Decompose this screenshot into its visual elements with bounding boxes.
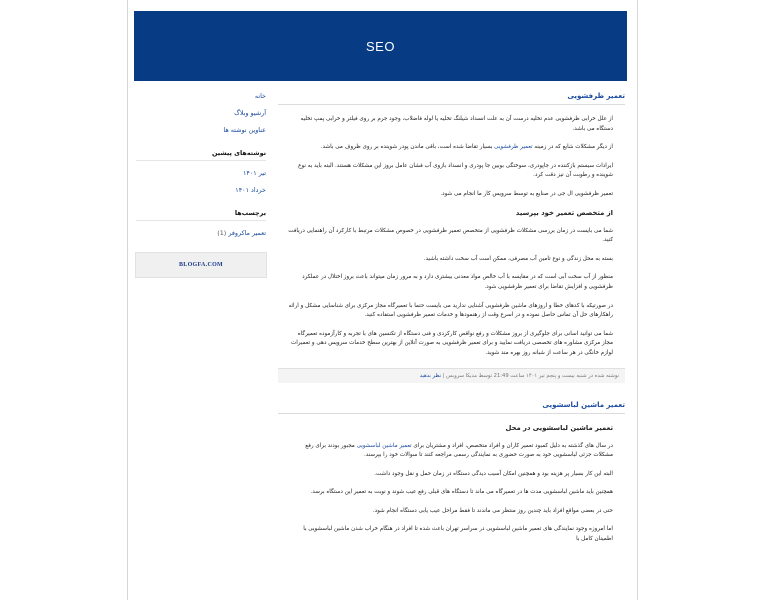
post-paragraph: شما می بایست در زمان بررسی مشکلات ظرفشویی از متخصص تعمیر ظرفشویی در خصوص مشکلات مرتبط با کارکرد آن راهنمایی دریافت کنید. (288, 227, 613, 244)
keyword-link[interactable]: تعمیر ماشین لباسشویی (356, 442, 412, 449)
blog-title[interactable]: SEO (366, 38, 395, 54)
page-container (127, 0, 638, 600)
post-text: در سال های گذشته به دلیل کمبود تعمیر کاران و افراد متخصص، افراد و مشتریان برای (411, 442, 613, 449)
main-content (278, 92, 625, 554)
post-paragraph: شما می توانید اسانی برای جلوگیری از بروز مشکلات و رفع نواقص کارکردی و فنی دستگاه از تکنسین های با تجربه و کارآزموده تعمیرگاه مجاز مرکزی مشاوره های تخصصی دریافت نمایید و برای تعمیر ظرفشویی به صورت آنلاین از بهترین سطح خدمات سرویس دهی و تعمیرات لوازم خانگی در هر ساعت از شبانه روز بهره مند شوید. (290, 330, 613, 356)
sidebar-link-home[interactable]: خانه (254, 92, 266, 100)
post-meta: نوشته شده در شنبه بیست و پنجم تیر ۱۴۰۱ ساعت 21:49 توسط مدیکا سرویس (446, 372, 619, 379)
post-paragraph: اما امروزه وجود نمایندگی های تعمیر ماشین لباسشویی در سراسر تهران باعث شده تا افراد در هنگام خراب شدن ماشین لباسشویی با اطمینان کامل با (303, 526, 613, 543)
keyword-link[interactable]: تعمیر ظرفشویی (494, 144, 533, 151)
post-paragraph: ایرادات سیستم بازکننده در جاپودری، سوختگی بوبین جا پودری و انسداد بازوی آب فشان عامل بروز این مشکلات هستند. البته باید به نوع شوینده و رطوبت آن نیز دقت کرد. (298, 162, 613, 179)
tags-heading: برچسب‌ها (136, 209, 266, 221)
post-paragraph: منظور از آب سخت آبی است که در مقایسه با آب خالص مواد معدنی بیشتری دارد و به مرور زمان میتواند باعث بروز اختلال در عملکرد ظرفشویی و افزایش تقاضا برای تعمیر ظرفشویی شود. (302, 274, 613, 290)
comments-link[interactable]: نظر بدهید (419, 372, 442, 379)
post-title[interactable]: تعمیر ماشین لباسشویی (278, 401, 625, 414)
tag-link-microwave-repair[interactable]: تعمیر ماکروفر (228, 229, 266, 237)
post-paragraph (286, 143, 613, 153)
tag-item (136, 229, 266, 238)
post-paragraph: بسته به محل زندگی و نوع تامین آب مصرفی، ممکن است آب سخت داشته باشید. (423, 255, 613, 262)
post-paragraph: در صورتیکه با کدهای خطا و اروزهای ماشین ظرفشویی آشنایی ندارید می بایست حتما با تعمیرگاه مجاز مرکزی برای شناسایی مشکل و ارائه راهکارهای حل آن تماس حاصل نموده و در اسرع وقت از رهنمودها و خدمات تعمیر ظرفشویی استفاده کنید. (288, 302, 613, 319)
post-subheading: از متخصص تعمیر خود بپرسید (515, 208, 613, 217)
post-paragraph: از علل خرابی ظرفشویی عدم تخلیه درست آن به علت انسداد شیلنگ تخلیه یا لوله فاضلاب، وجود جرم بر روی فیلتر و خرابی پمپ تخلیه دستگاه می باشد. (300, 116, 613, 132)
post-paragraph: همچنین باید ماشین لباسشویی مدت ها در تعمیرگاه می ماند تا دستگاه های قبلی رفع عیب شوند و نوبت به تعمیر این دستگاه برسد. (310, 489, 613, 496)
archive-link-tir-1401[interactable]: تیر ۱۴۰۱ (243, 169, 266, 177)
tag-count: (1) (217, 229, 227, 237)
post-title[interactable]: تعمیر ظرفشویی (278, 92, 625, 105)
sidebar-link-post-titles[interactable]: عناوین نوشته ها (223, 126, 266, 134)
post-paragraph: حتی در بعضی مواقع افراد باید چندین روز منتظر می ماندند تا فقط مراحل عیب یابی دستگاه انجام شود. (372, 507, 613, 514)
post-text: مجبور بودند برای رفع مشکلات جزئی لباسشویی خود به صورت حضوری به نمایندگی رسمی مراجعه کنند تا سوالات خود را بپرسند. (305, 442, 613, 459)
post-text: بسیار تقاضا شده است، باقی ماندن پودر شوینده بر روی ظروف می باشد. (320, 144, 495, 151)
blog-header (134, 11, 627, 81)
post-footer (278, 368, 625, 383)
sidebar-link-archive[interactable]: آرشیو وبلاگ (234, 109, 266, 117)
blogfa-badge[interactable]: BLOGFA.COM (135, 252, 267, 278)
previous-posts-heading: نوشته‌های پیشین (136, 149, 266, 161)
archive-link-khordad-1401[interactable]: خرداد ۱۴۰۱ (235, 186, 266, 194)
post-paragraph (286, 442, 613, 461)
post-paragraph: البته این کار بسیار پر هزینه بود و همچنین امکان آسیب دیدگی دستگاه در زمان حمل و نقل وجود داشت. (374, 470, 613, 477)
separator: | (441, 372, 445, 379)
post-subheading: تعمیر ماشین لباسشویی در محل (505, 423, 613, 432)
post-text: از دیگر مشکلات شایع که در زمینه (532, 144, 613, 151)
sidebar (136, 92, 266, 246)
post-paragraph: تعمیر ظرفشویی ال جی در صنایع به توسط سرویس کار ما انجام می شود. (440, 190, 613, 197)
post-dishwasher (278, 92, 625, 383)
post-washing-machine (278, 401, 625, 545)
